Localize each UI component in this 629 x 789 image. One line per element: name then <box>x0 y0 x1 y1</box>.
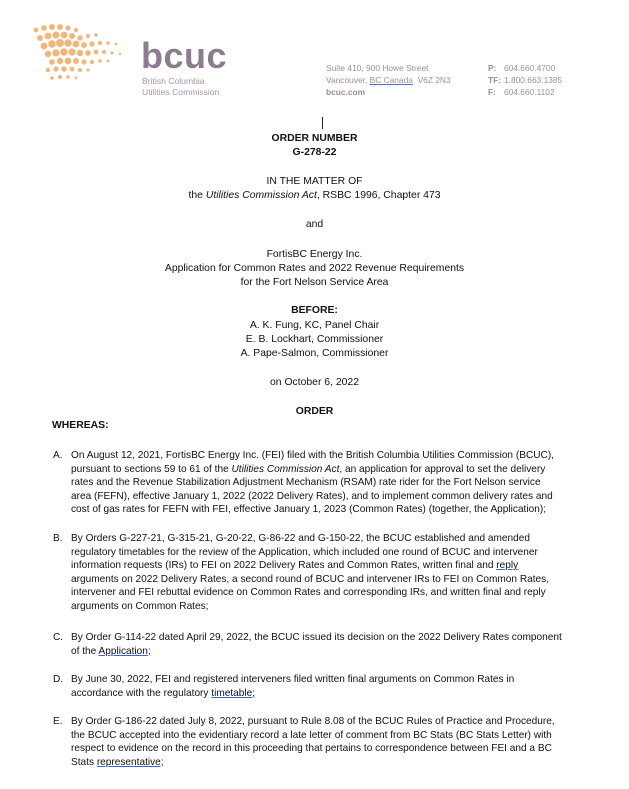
recital-c <box>53 631 593 658</box>
recital-d <box>53 673 593 700</box>
website-link[interactable]: bcuc.com <box>326 87 366 97</box>
recital-text: By Orders G-227-21, G-315-21, G-20-22, G-86-22 and G-150-22, the BCUC established and amended regulatory timetables for the review of the Application, which included one round of BCUC and intervener information requests (IRs) to FEI on 2022 Delivery Rates and Common Rates, written final and reply arguments on 2022 Delivery Rates, a second round of BCUC and intervener IRs to FEI on Common Rates, intervener and FEI rebuttal evidence on Common Rates and corresponding IRs, and written final and reply arguments on Common Rates; <box>71 533 550 612</box>
bcuc-logo-text: bcuc <box>141 35 228 76</box>
order-heading: ORDER <box>295 406 334 417</box>
recital-a <box>53 449 593 517</box>
address-line-1: Suite 410, 900 Howe Street <box>326 63 429 73</box>
matter-line-1: IN THE MATTER OF <box>266 176 363 187</box>
recital-text: By June 30, 2022, FEI and registered interveners filed written final arguments on Common Rates in accordance with the regulatory timetable; <box>71 674 515 699</box>
order-date: on October 6, 2022 <box>270 377 359 388</box>
and-text: and <box>305 219 324 230</box>
phone-line: P: 604.660.4700 <box>488 63 556 73</box>
recital-text: By Order G-186-22 dated July 8, 2022, pursuant to Rule 8.08 of the BCUC Rules of Practice and Procedure, the BCUC accepted into the evidentiary record a late letter of comment from BC Stats (BC Stats Letter) with respect to evidence on the record in this proceeding that pertains to correspondence between FEI and a BC Stats representative; <box>71 716 555 768</box>
order-number-label: ORDER NUMBER <box>271 133 358 144</box>
whereas-heading: WHEREAS: <box>52 420 109 431</box>
recital-letter: D. <box>53 674 64 685</box>
application-title-2: for the Fort Nelson Service Area <box>240 277 389 288</box>
recital-letter: A. <box>53 450 63 461</box>
matter-line-2: the Utilities Commission Act, RSBC 1996, Chapter 473 <box>188 190 441 201</box>
recital-letter: E. <box>53 716 63 727</box>
recital-text: By Order G-114-22 dated April 29, 2022, the BCUC issued its decision on the 2022 Delivery Rates component of the Application; <box>71 632 562 657</box>
applicant-name: FortisBC Energy Inc. <box>266 249 363 260</box>
before-label: BEFORE: <box>291 305 338 316</box>
contact-block <box>488 62 562 98</box>
order-number: G-278-22 <box>292 147 337 158</box>
fax-line: F: 604.660.1102 <box>488 87 555 97</box>
bcuc-logo-dots <box>30 22 130 86</box>
bcuc-logo-subtitle: British Columbia Utilities Commission <box>142 76 220 97</box>
application-title-1: Application for Common Rates and 2022 Revenue Requirements <box>164 263 465 274</box>
text-cursor <box>322 117 323 129</box>
recital-letter: C. <box>53 632 64 643</box>
tollfree-line: TF: 1.800.663.1385 <box>488 75 563 85</box>
panel-member-2: E. B. Lockhart, Commissioner <box>245 334 384 345</box>
panel-member-3: A. Pape-Salmon, Commissioner <box>240 348 389 359</box>
recital-letter: B. <box>53 533 63 544</box>
recital-e <box>53 715 593 769</box>
recital-b <box>53 532 593 614</box>
panel-member-1: A. K. Fung, KC, Panel Chair <box>249 320 380 331</box>
recital-text: On August 12, 2021, FortisBC Energy Inc. (FEI) filed with the British Columbia Utilities Commission (BCUC), pursuant to sections 59 to 61 of the Utilities Commission Act, an application for approval to set the delivery rates and the Revenue Stabilization Adjustment Mechanism (RSAM) rate rider for the Fort Nelson service area (FEFN), effective January 1, 2022 (2022 Delivery Rates), and to implement common delivery rates and cost of gas rates for FEFN with FEI, effective January 1, 2023 (Common Rates) (together, the Application); <box>71 450 554 516</box>
address-line-2: Vancouver, BC Canada V6Z 2N3 <box>326 75 451 85</box>
address-block <box>326 62 451 98</box>
